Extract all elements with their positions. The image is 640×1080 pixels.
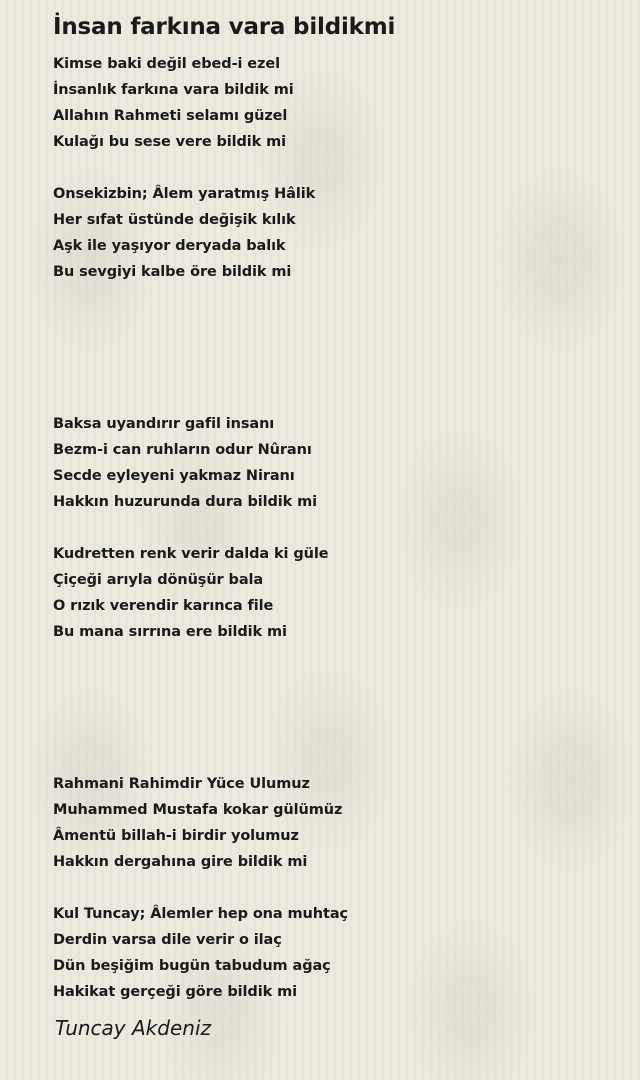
poem-line: Her sıfat üstünde değişik kılık — [53, 212, 296, 228]
poem-line: Hakkın dergahına gire bildik mi — [53, 854, 308, 870]
section-spacer — [53, 285, 613, 411]
poem-author: Tuncay Akdeniz — [55, 1016, 211, 1040]
poem-line: Çiçeği arıyla dönüşür bala — [53, 572, 264, 588]
poem-line: Allahın Rahmeti selamı güzel — [53, 108, 288, 124]
poem-line: Rahmani Rahimdir Yüce Ulumuz — [53, 776, 310, 792]
poem-body — [53, 51, 613, 1005]
poem-line: Aşk ile yaşıyor deryada balık — [53, 238, 286, 254]
poem-line: Kulağı bu sese vere bildik mi — [53, 134, 287, 150]
stanza — [53, 541, 613, 645]
poem-line: Âmentü billah-i birdir yolumuz — [53, 828, 299, 844]
poem-page — [53, 12, 613, 1041]
section-spacer — [53, 645, 613, 771]
poem-line: Bu sevgiyi kalbe öre bildik mi — [53, 264, 292, 280]
poem-line: Baksa uyandırır gafil insanı — [53, 416, 275, 432]
poem-line: Kul Tuncay; Âlemler hep ona muhtaç — [53, 906, 349, 922]
poem-line: Hakkın huzurunda dura bildik mi — [53, 494, 317, 510]
poem-line: Onsekizbin; Âlem yaratmış Hâlik — [53, 186, 316, 202]
stanza-spacer — [53, 875, 613, 901]
poem-line: Bu mana sırrına ere bildik mi — [53, 624, 287, 640]
poem-line: Muhammed Mustafa kokar gülümüz — [53, 802, 343, 818]
poem-line: O rızık verendir karınca file — [53, 598, 274, 614]
stanza-spacer — [53, 155, 613, 181]
poem-line: Derdin varsa dile verir o ilaç — [53, 932, 282, 948]
stanza — [53, 411, 613, 515]
stanza — [53, 901, 613, 1005]
poem-line: Secde eyleyeni yakmaz Niranı — [53, 468, 295, 484]
poem-line: Kimse baki değil ebed-i ezel — [53, 56, 280, 72]
poem-line: Bezm-i can ruhların odur Nûranı — [53, 442, 312, 458]
stanza — [53, 181, 613, 285]
poem-line: Hakikat gerçeği göre bildik mi — [53, 984, 297, 1000]
poem-line: Dün beşiğim bugün tabudum ağaç — [53, 958, 331, 974]
poem-line: Kudretten renk verir dalda ki güle — [53, 546, 329, 562]
stanza — [53, 771, 613, 875]
stanza — [53, 51, 613, 155]
stanza-spacer — [53, 515, 613, 541]
poem-title: İnsan farkına vara bildikmi — [53, 14, 396, 40]
poem-line: İnsanlık farkına vara bildik mi — [53, 82, 294, 98]
